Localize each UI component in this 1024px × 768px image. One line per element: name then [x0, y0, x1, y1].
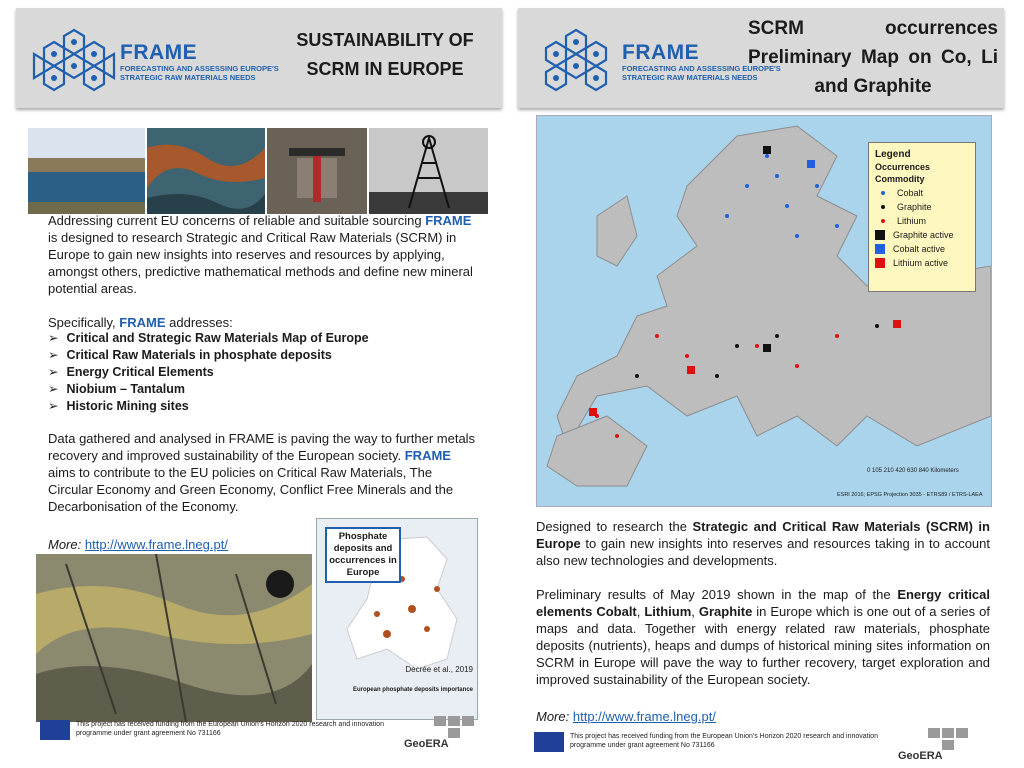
cobalt-active-square-icon [875, 244, 885, 254]
lithium-active-square-icon [875, 258, 885, 268]
list-item: ➢ Critical Raw Materials in phosphate deposits [48, 347, 478, 364]
hammer-photo [267, 128, 367, 214]
legend-label: Lithium active [893, 258, 949, 268]
left-funding-footer [40, 718, 480, 752]
map-scale-bar: 0 105 210 420 630 840 Kilometers [867, 468, 959, 474]
legend-item-graphite-active [875, 228, 975, 242]
list-item: ➢ Energy Critical Elements [48, 364, 478, 381]
right-more-line: More: http://www.frame.lneg.pt/ [536, 709, 716, 724]
para1-text-c: to gain new insights into reserves and resources taking in to account also new technologies and developments. [536, 536, 990, 568]
frame-brand [120, 42, 290, 82]
brand-tagline: FORECASTING AND ASSESSING EUROPE'S STRATEGIC RAW MATERIALS NEEDS [622, 64, 781, 82]
data-frame-highlight: FRAME [404, 448, 451, 463]
list-item: ➢ Niobium – Tantalum [48, 381, 478, 398]
right-paragraph-1 [536, 518, 990, 569]
frame-logo-icon [532, 26, 620, 96]
legend-item-graphite [875, 200, 975, 214]
intro-paragraph [48, 212, 478, 297]
funding-text: This project has received funding from the European Union's Horizon 2020 research and innovation programme under grant agreement No 731166 [570, 733, 878, 749]
inset-caption: European phosphate deposits importance [352, 687, 473, 693]
right-header [518, 8, 1004, 108]
ore-texture-photo [147, 128, 264, 214]
legend-item-lithium-active [875, 256, 975, 270]
legend-commodity: Commodity [875, 174, 925, 184]
legend-occurrences: Occurrences [875, 162, 931, 172]
para2-sep-2: , [691, 604, 699, 619]
legend-title: Legend [875, 149, 911, 160]
funding-text: This project has received funding from the European Union's Horizon 2020 research and innovation programme under grant agreement No 731166 [76, 721, 384, 737]
geoera-text: GeoERA [898, 750, 943, 762]
intro-frame-highlight: FRAME [425, 213, 472, 228]
spec-text-2: addresses: [165, 315, 233, 330]
spec-text-1: Specifically, [48, 315, 120, 330]
graphite-dot-icon [881, 205, 885, 209]
list-item: ➢ Critical and Strategic Raw Materials Map of Europe [48, 330, 478, 347]
eu-flag-icon [534, 732, 564, 752]
geoera-logo-icon [898, 726, 970, 764]
legend-label: Graphite [897, 202, 932, 212]
para1-text-a: Designed to research the [536, 519, 693, 534]
frame-logo-icon [30, 26, 118, 96]
legend-item-cobalt [875, 186, 975, 200]
para2-bold-cobalt: Energy critical elements Cobalt [536, 587, 990, 619]
legend-label: Cobalt active [893, 244, 946, 254]
right-paragraph-2 [536, 586, 990, 688]
eu-flag-icon [40, 720, 70, 740]
para1-bold: Strategic and Critical Raw Materials (SCRM) in Europe [536, 519, 990, 551]
geoera-text: GeoERA [404, 738, 449, 750]
para2-text-a: Preliminary results of May 2019 shown in the map of the [536, 587, 898, 602]
rock-outcrop-photo [36, 554, 312, 722]
right-poster-page [518, 8, 1004, 760]
geoera-logo-icon [404, 714, 476, 752]
cobalt-dot-icon [881, 191, 885, 195]
frame-website-link[interactable]: http://www.frame.lneg.pt/ [572, 709, 716, 724]
para2-sep-1: , [636, 604, 645, 619]
mine-headframe-photo [369, 128, 488, 214]
photo-strip [28, 128, 488, 214]
intro-text-1: Addressing current EU concerns of reliable and suitable sourcing [48, 213, 426, 228]
left-poster-page [16, 8, 502, 760]
left-title: SUSTAINABILITY OF SCRM IN EUROPE [296, 30, 474, 79]
data-text-2: aims to contribute to the EU policies on Critical Raw Materials, The Circular Economy and Green Economy, Conflict Free Minerals and the Decarbonisation of the Economy. [48, 465, 454, 514]
intro-text-2: is designed to research Strategic and Critical Raw Materials (SCRM) in Europe to gain new insights into reserves and resources by applying, amongst others, predictive mathematical methods and define new mineral potential areas. [48, 230, 473, 296]
para2-bold-graphite: Graphite [698, 604, 753, 619]
para2-bold-lithium: Lithium [644, 604, 692, 619]
data-paragraph [48, 430, 478, 515]
brand-tagline: FORECASTING AND ASSESSING EUROPE'S STRATEGIC RAW MATERIALS NEEDS [120, 64, 279, 82]
lake-photo [28, 128, 145, 214]
map-source-credit: ESRI 2016; EPSG Projection 3035 - ETRS89 / ETRS-LAEA [837, 492, 983, 498]
legend-item-lithium [875, 214, 975, 228]
legend-label: Cobalt [897, 188, 924, 198]
inset-title-box: Phosphate deposits and occurrences in Europe [325, 527, 401, 583]
more-label: More [536, 709, 566, 724]
legend-label: Graphite active [893, 230, 954, 240]
para2-text-g: in Europe which is one out of a series of maps and data. Together with energy related raw materials, phosphate deposits (nutrients), heaps and dumps of historical mining sites information on SCRM in Europe will pave the way to further recovery, target exploration and improved sustainability of the European society. [536, 604, 990, 687]
right-funding-footer [534, 730, 974, 764]
map-legend [868, 142, 976, 292]
addresses-list [48, 330, 478, 415]
legend-label: Lithium [897, 216, 927, 226]
left-header [16, 8, 502, 108]
more-label: More [48, 537, 78, 552]
graphite-active-square-icon [875, 230, 885, 240]
right-title: SCRM occurrences Preliminary Map on Co, Li and Graphite [748, 18, 998, 97]
legend-item-cobalt-active [875, 242, 975, 256]
specifically-heading [48, 314, 478, 331]
spec-frame-highlight: FRAME [119, 315, 166, 330]
inset-credit: Decrée et al., 2019 [405, 665, 473, 674]
brand-name: FRAME [622, 41, 700, 64]
frame-website-link[interactable]: http://www.frame.lneg.pt/ [84, 537, 228, 552]
lithium-dot-icon [881, 219, 885, 223]
brand-name: FRAME [120, 41, 198, 64]
left-more-line: More: http://www.frame.lneg.pt/ [48, 537, 228, 552]
list-item: ➢ Historic Mining sites [48, 398, 478, 415]
phosphate-inset-map [316, 518, 478, 720]
data-text-1: Data gathered and analysed in FRAME is paving the way to further metals recovery and improved sustainability of the European society. [48, 431, 476, 463]
